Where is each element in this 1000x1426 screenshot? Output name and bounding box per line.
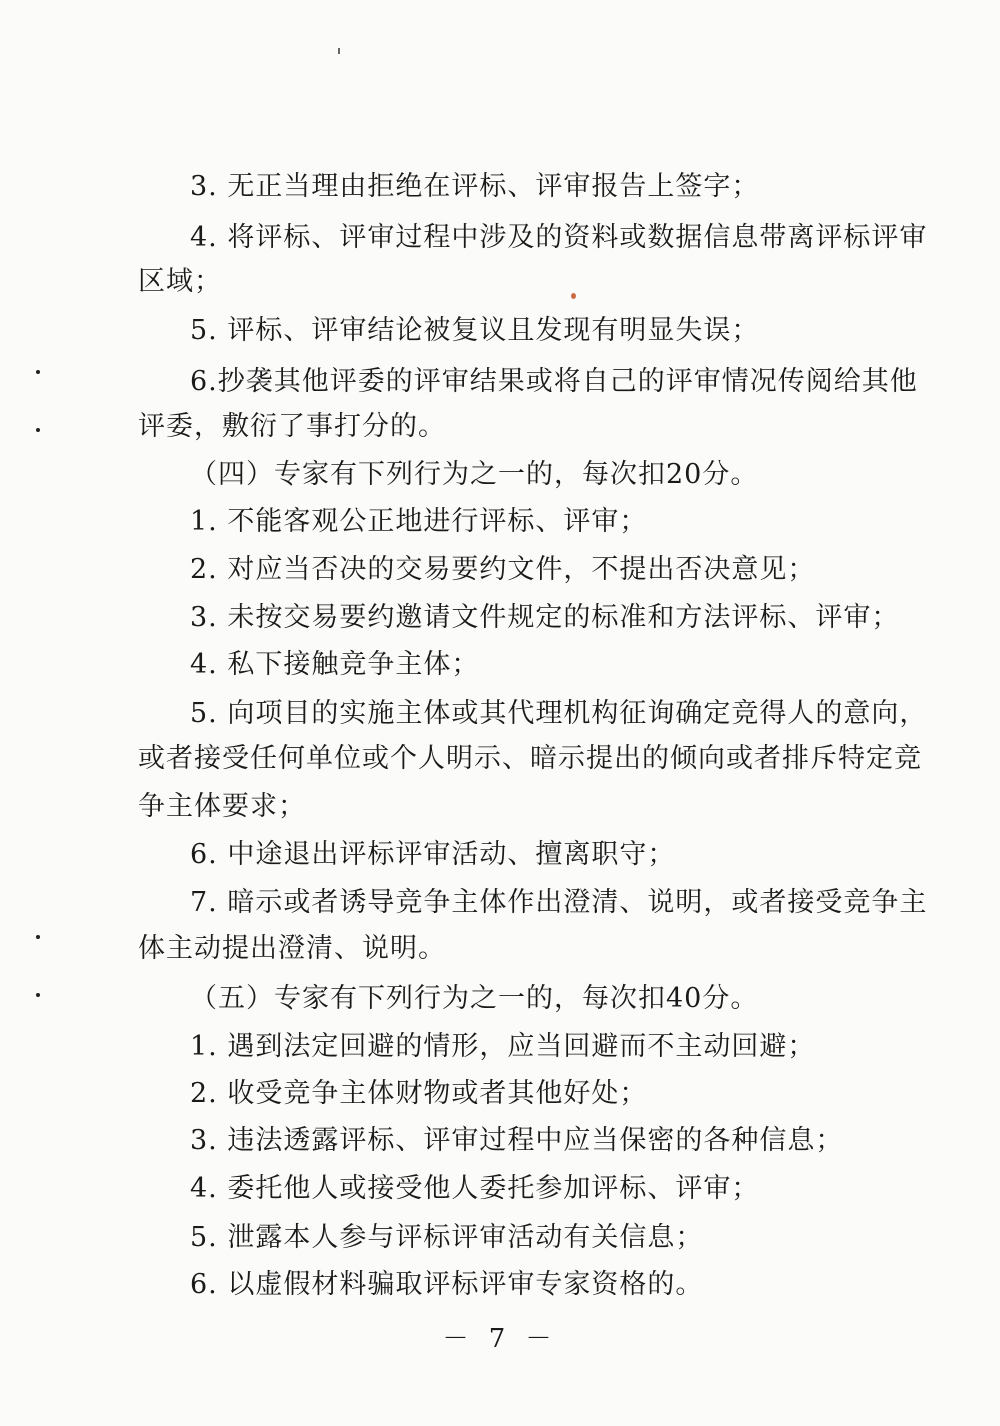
item-line: 7. 暗示或者诱导竞争主体作出澄清、说明，或者接受竞争主 — [190, 887, 928, 918]
item-line: 3. 违法透露评标、评审过程中应当保密的各种信息； — [190, 1125, 844, 1156]
item-line: 6.抄袭其他评委的评审结果或将自己的评审情况传阅给其他 — [190, 366, 918, 397]
section-heading-four: （四）专家有下列行为之一的，每次扣20分。 — [190, 459, 759, 490]
item-line: 2. 对应当否决的交易要约文件，不提出否决意见； — [190, 554, 816, 585]
item-line: 6. 以虚假材料骗取评标评审专家资格的。 — [190, 1269, 704, 1300]
item-line: 6. 中途退出评标评审活动、擅离职守； — [190, 839, 676, 870]
section-heading-five: （五）专家有下列行为之一的，每次扣40分。 — [190, 983, 759, 1014]
item-line: 5. 泄露本人参与评标评审活动有关信息； — [190, 1222, 704, 1253]
scan-dot — [36, 935, 40, 939]
continuation-line: 或者接受任何单位或个人明示、暗示提出的倾向或者排斥特定竞 — [138, 743, 922, 774]
item-line: 1. 遇到法定回避的情形，应当回避而不主动回避； — [190, 1031, 816, 1062]
item-line: 2. 收受竞争主体财物或者其他好处； — [190, 1078, 648, 1109]
item-line: 1. 不能客观公正地进行评标、评审； — [190, 506, 648, 537]
scan-mark — [338, 48, 340, 54]
item-line: 4. 将评标、评审过程中涉及的资料或数据信息带离评标评审 — [190, 222, 928, 253]
scan-dot — [36, 370, 40, 374]
item-line: 3. 未按交易要约邀请文件规定的标准和方法评标、评审； — [190, 602, 900, 633]
scan-dot — [36, 428, 40, 432]
continuation-line: 区域； — [138, 266, 222, 297]
item-line: 3. 无正当理由拒绝在评标、评审报告上签字； — [190, 171, 760, 202]
scan-dot — [36, 993, 40, 997]
item-line: 5. 评标、评审结论被复议且发现有明显失误； — [190, 315, 760, 346]
scan-speck — [571, 293, 576, 299]
item-line: 4. 委托他人或接受他人委托参加评标、评审； — [190, 1173, 760, 1204]
continuation-line: 体主动提出澄清、说明。 — [138, 933, 446, 964]
continuation-line: 评委，敷衍了事打分的。 — [138, 411, 446, 442]
continuation-line: 争主体要求； — [138, 791, 306, 822]
page-number: － 7 － — [442, 1324, 558, 1354]
item-line: 4. 私下接触竞争主体； — [190, 649, 480, 680]
item-line: 5. 向项目的实施主体或其代理机构征询确定竞得人的意向， — [190, 698, 928, 729]
